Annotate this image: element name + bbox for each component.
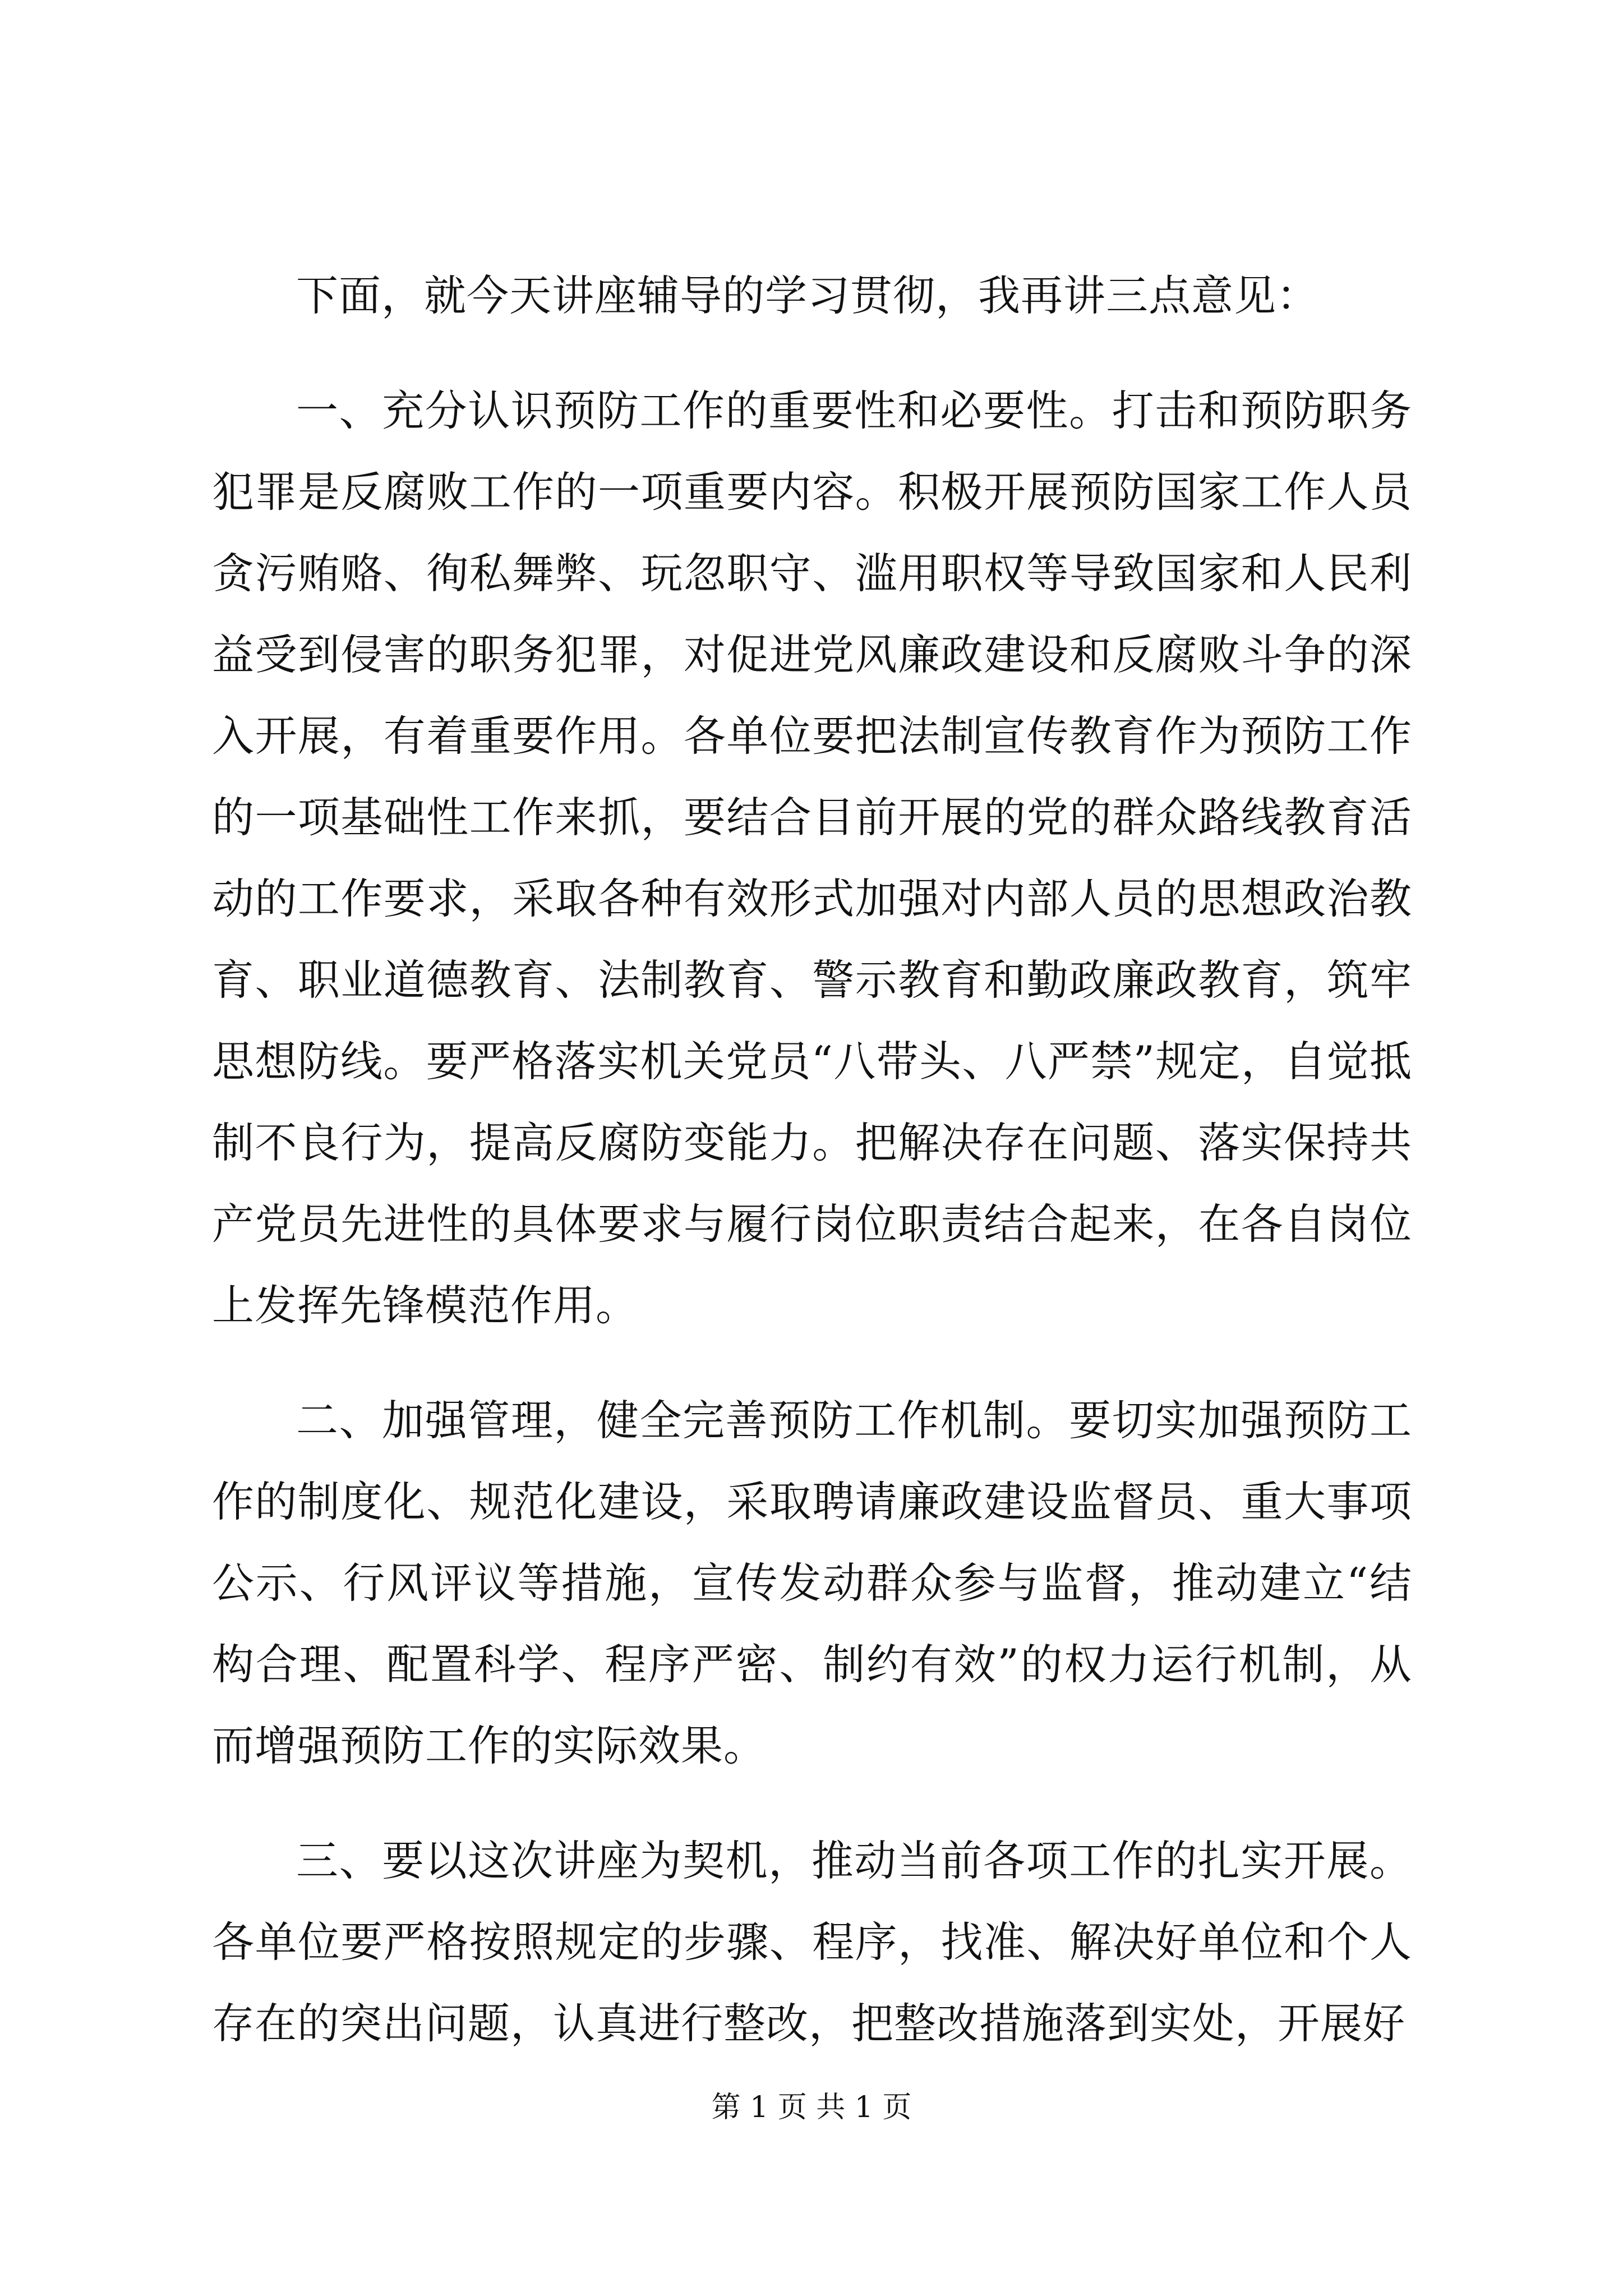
document-body <box>212 255 1412 2064</box>
page-number-footer: 第 1 页 共 1 页 <box>711 2091 912 2124</box>
paragraph-spacer <box>212 1346 1412 1380</box>
paragraph-intro: 下面，就今天讲座辅导的学习贯彻，我再讲三点意见： <box>296 271 1320 320</box>
paragraph-spacer <box>212 337 1412 370</box>
paragraph-point-two: 二、加强管理，健全完善预防工作机制。要切实加强预防工作的制度化、规范化建设，采取聘请廉政建设监督员、重大事项公示、行风评议等措施，宣传发动群众参与监督，推动建立“结构合理、配置科学、程序严密、制约有效”的权力运行机制，从而增强预防工作的实际效果。 <box>212 1396 1412 1770</box>
paragraph-point-three: 三、要以这次讲座为契机，推动当前各项工作的扎实开展。各单位要严格按照规定的步骤、程序，找准、解决好单位和个人存在的突出问题，认真进行整改，把整改措施落到实处，开展好 <box>212 1836 1412 2048</box>
paragraph-point-one: 一、充分认识预防工作的重要性和必要性。打击和预防职务犯罪是反腐败工作的一项重要内容。积极开展预防国家工作人员贪污贿赂、徇私舞弊、玩忽职守、滥用职权等导致国家和人民利益受到侵害的职务犯罪，对促进党风廉政建设和反腐败斗争的深入开展，有着重要作用。各单位要把法制宣传教育作为预防工作的一项基础性工作来抓，要结合目前开展的党的群众路线教育活动的工作要求，采取各种有效形式加强对内部人员的思想政治教育、职业道德教育、法制教育、警示教育和勤政廉政教育，筑牢思想防线。要严格落实机关党员“八带头、八严禁”规定，自觉抵制不良行为，提高反腐防变能力。把解决存在问题、落实保持共产党员先进性的具体要求与履行岗位职责结合起来，在各自岗位上发挥先锋模范作用。 <box>212 386 1412 1330</box>
paragraph-spacer <box>212 1787 1412 1820</box>
